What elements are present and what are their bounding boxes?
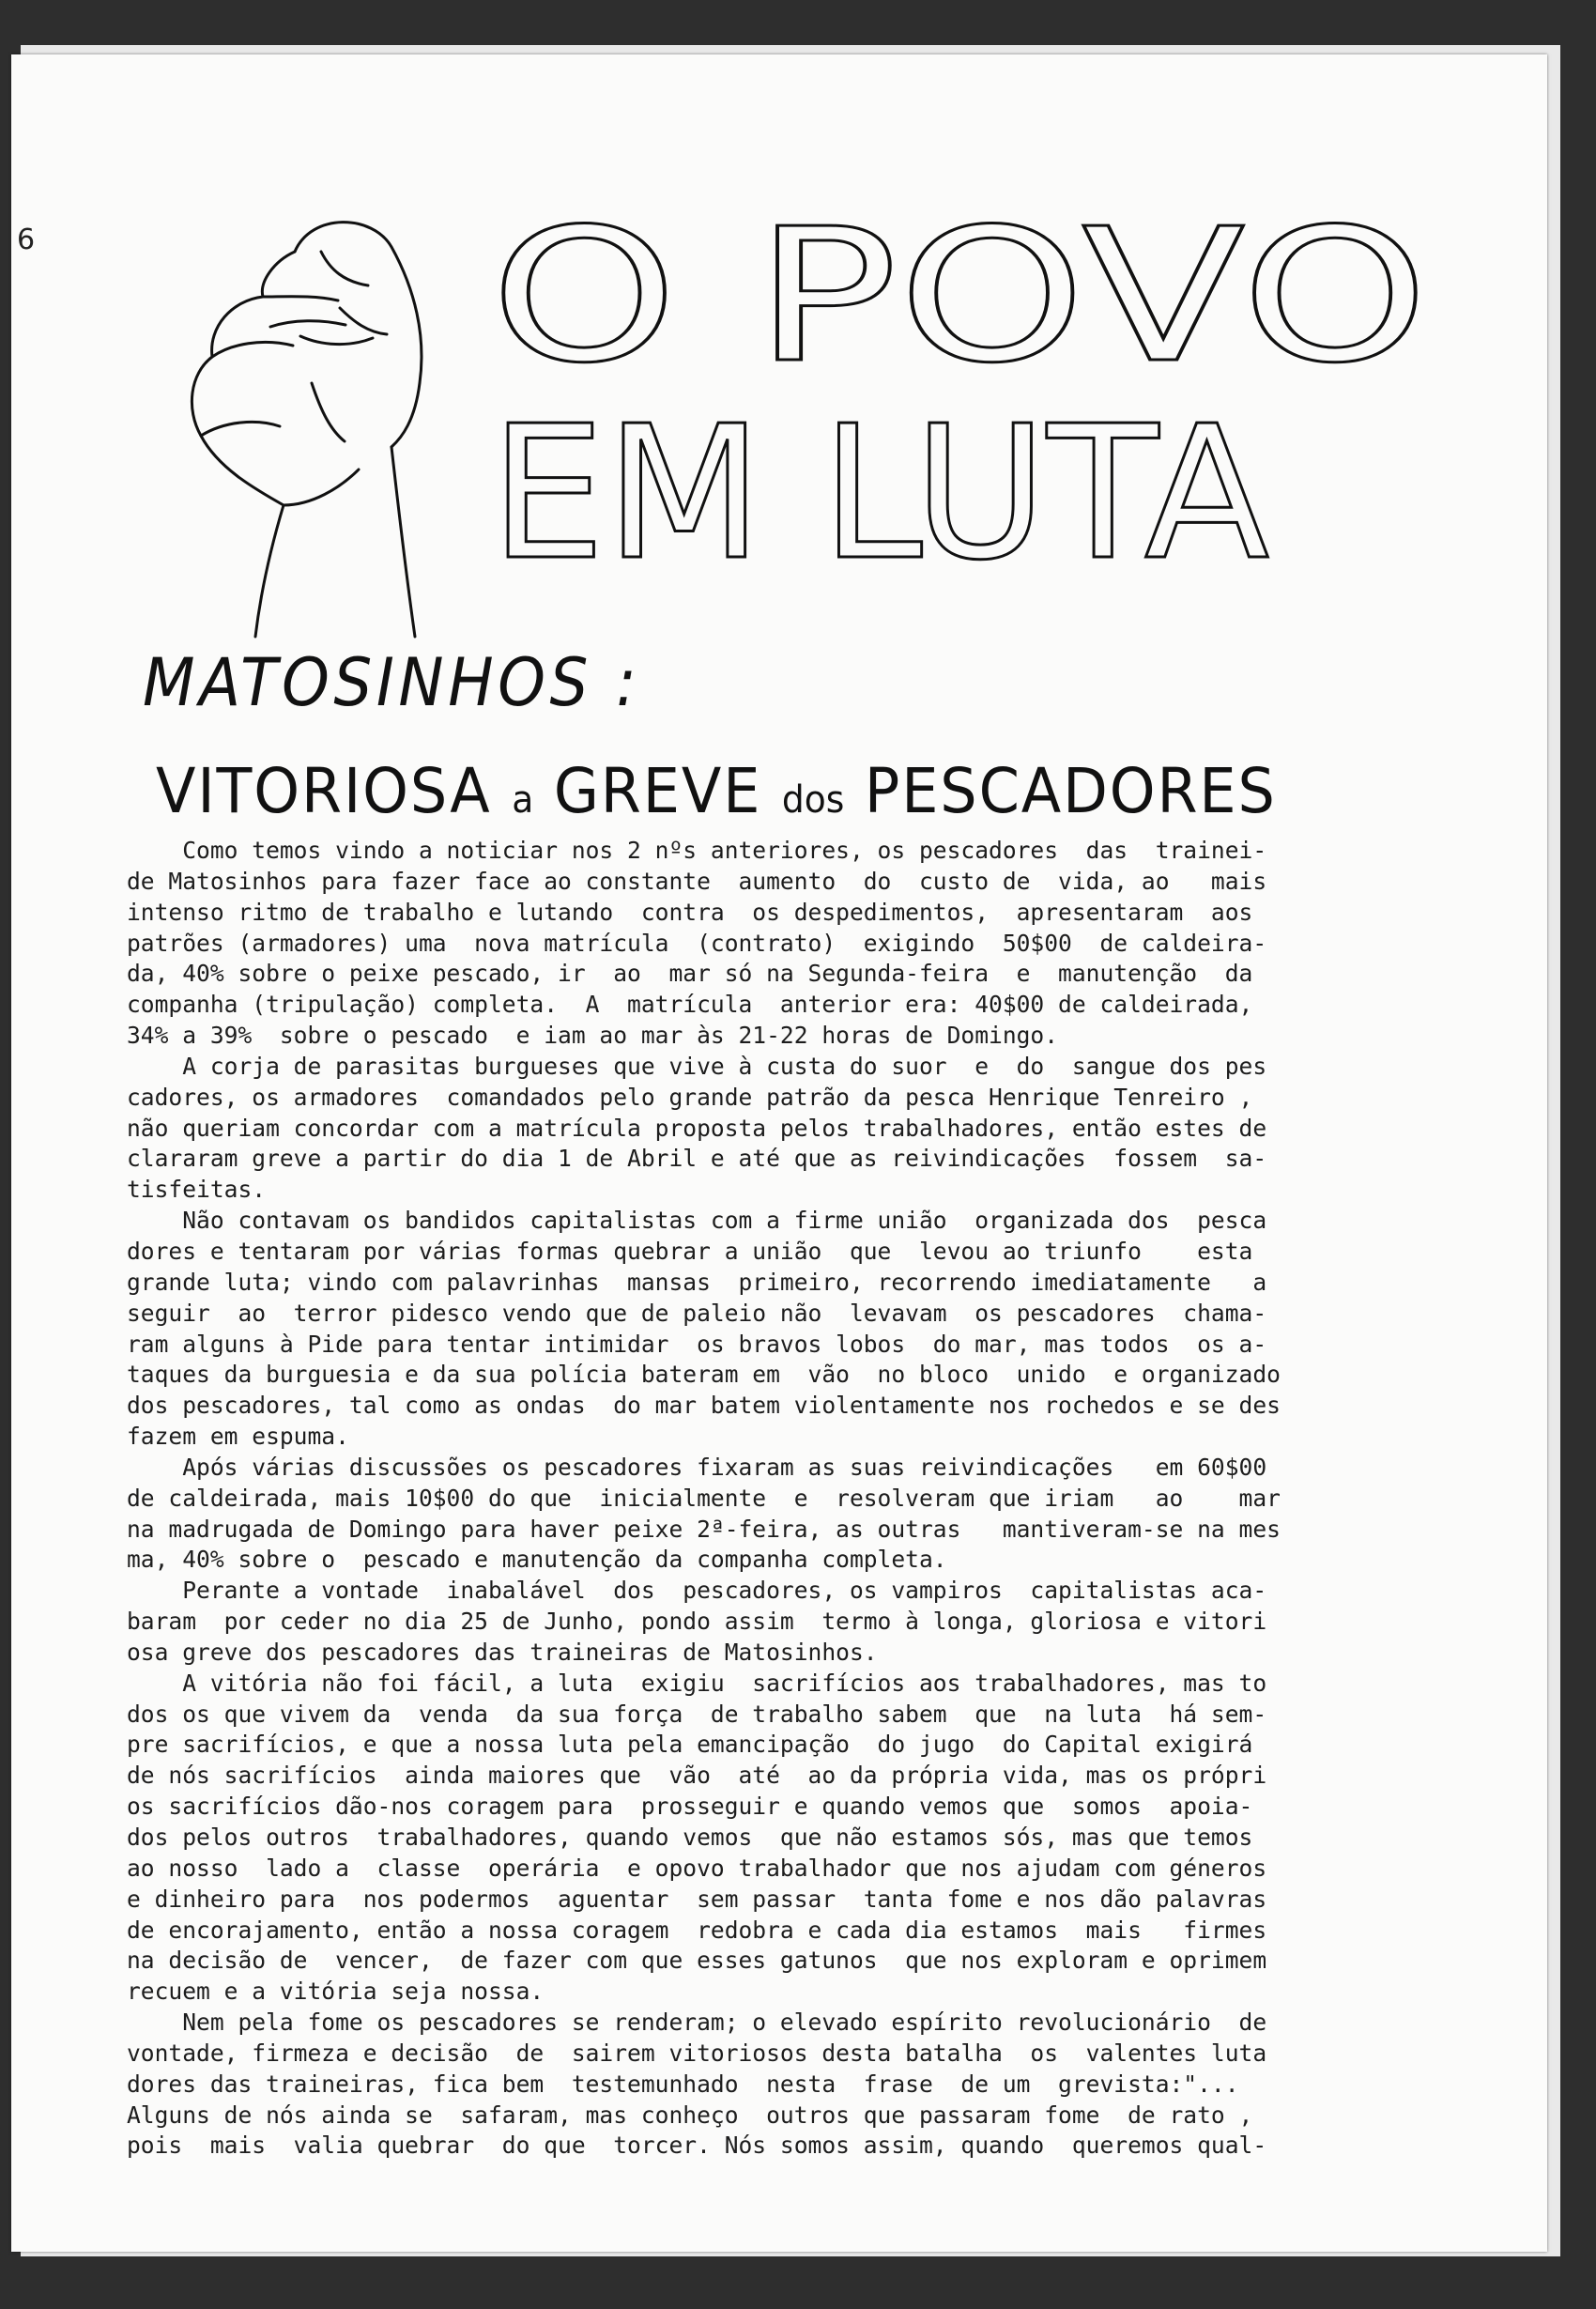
article-line: da, 40% sobre o peixe pescado, ir ao mar só na Segunda-feira e manutenção da <box>127 960 1253 988</box>
article-line: vontade, firmeza e decisão de sairem vitoriosos desta batalha os valentes luta <box>127 2039 1267 2067</box>
article-line: dos os que vivem da venda da sua força de trabalho sabem que na luta há sem- <box>127 1700 1267 1728</box>
article-line: de nós sacrifícios ainda maiores que vão até ao da própria vida, mas os própri <box>127 1762 1267 1790</box>
article-line: dos pelos outros trabalhadores, quando vemos que não estamos sós, mas que temos <box>127 1824 1253 1851</box>
article-line: A corja de parasitas burgueses que vive à custa do suor e do sangue dos pes <box>127 1052 1267 1080</box>
raised-fist-icon <box>180 195 462 646</box>
article-line: dos pescadores, tal como as ondas do mar batem violentamente nos rochedos e se des <box>127 1392 1281 1420</box>
article-line: na madrugada de Domingo para haver peixe 2ª-feira, as outras mantiveram-se na mes <box>127 1515 1281 1543</box>
headline <box>156 755 1277 827</box>
article-line: Nem pela fome os pescadores se renderam; o elevado espírito revolucionário de <box>127 2009 1267 2037</box>
article-line: e dinheiro para nos podermos aguentar sem passar tanta fome e nos dão palavras <box>127 1885 1267 1913</box>
article-line: os sacrifícios dão-nos coragem para prosseguir e quando vemos que somos apoia- <box>127 1793 1253 1821</box>
article-line: recuem e a vitória seja nossa. <box>127 1978 545 2006</box>
article-line: grande luta; vindo com palavrinhas mansas primeiro, recorrendo imediatamente a <box>127 1268 1267 1296</box>
article-line: taques da burguesia e da sua polícia bateram em vão no bloco unido e organizado <box>127 1361 1281 1389</box>
article-line: de Matosinhos para fazer face ao constante aumento do custo de vida, ao mais <box>127 867 1267 895</box>
article-line: na decisão de vencer, de fazer com que esses gatunos que nos exploram e oprimem <box>127 1947 1267 1975</box>
headline-part1: VITORIOSA <box>156 755 513 827</box>
article-line: Alguns de nós ainda se safaram, mas conheço outros que passaram fome de rato , <box>127 2101 1253 2129</box>
article-line: intenso ritmo de trabalho e lutando contra os despedimentos, apresentaram aos <box>127 898 1253 926</box>
article-line: osa greve dos pescadores das traineiras de Matosinhos. <box>127 1638 878 1666</box>
article-line: pre sacrifícios, e que a nossa luta pela emancipação do jugo do Capital exigirá <box>127 1731 1253 1759</box>
headline-part2: a <box>512 778 534 822</box>
masthead-line2: EM LUTA <box>490 387 1269 576</box>
headline-part3: GREVE <box>533 755 782 827</box>
article-line: clararam greve a partir do dia 1 de Abril e até que as reivindicações fossem sa- <box>127 1145 1267 1173</box>
article-line: pois mais valia quebrar do que torcer. Nós somos assim, quando queremos qual- <box>127 2132 1267 2160</box>
masthead-line1: O POVO <box>490 209 1429 404</box>
article-line: dores das traineiras, fica bem testemunhado nesta frase de um grevista:"... <box>127 2070 1239 2098</box>
masthead <box>490 209 1485 576</box>
article-line: de caldeirada, mais 10$00 do que inicialmente e resolveram que iriam ao mar <box>127 1484 1281 1512</box>
article-line: ao nosso lado a classe operária e opovo trabalhador que nos ajudam com géneros <box>127 1854 1267 1882</box>
headline-part5: PESCADORES <box>844 755 1277 827</box>
article-body <box>127 836 1490 2162</box>
article-line: patrões (armadores) uma nova matrícula (contrato) exigindo 50$00 de caldeira- <box>127 929 1267 957</box>
article-line: Perante a vontade inabalável dos pescadores, os vampiros capitalistas aca- <box>127 1577 1267 1605</box>
newspaper-page <box>11 54 1547 2252</box>
article-line: baram por ceder no dia 25 de Junho, pondo assim termo à longa, gloriosa e vitori <box>127 1608 1267 1636</box>
article-line: ma, 40% sobre o pescado e manutenção da companha completa. <box>127 1546 947 1574</box>
article-line: 34% a 39% sobre o pescado e iam ao mar às 21-22 horas de Domingo. <box>127 1022 1059 1050</box>
article-line: ram alguns à Pide para tentar intimidar os bravos lobos do mar, mas todos os a- <box>127 1330 1267 1358</box>
article-line: Como temos vindo a noticiar nos 2 nºs anteriores, os pescadores das trainei- <box>127 837 1267 864</box>
article-line: Após várias discussões os pescadores fixaram as suas reivindicações em 60$00 <box>127 1453 1267 1481</box>
section-kicker: MATOSINHOS : <box>143 644 641 721</box>
article-line: fazem em espuma. <box>127 1423 349 1451</box>
page-number: 6 <box>17 223 36 256</box>
article-line: A vitória não foi fácil, a luta exigiu sacrifícios aos trabalhadores, mas to <box>127 1669 1267 1697</box>
article-line: dores e tentaram por várias formas quebrar a união que levou ao triunfo esta <box>127 1237 1253 1265</box>
article-line: seguir ao terror pidesco vendo que de paleio não levavam os pescadores chama- <box>127 1299 1267 1327</box>
article-line: não queriam concordar com a matrícula proposta pelos trabalhadores, então estes de <box>127 1114 1267 1142</box>
headline-part4: dos <box>781 778 845 822</box>
article-line: cadores, os armadores comandados pelo grande patrão da pesca Henrique Tenreiro , <box>127 1083 1253 1111</box>
article-line: de encorajamento, então a nossa coragem redobra e cada dia estamos mais firmes <box>127 1916 1267 1944</box>
article-line: companha (tripulação) completa. A matrícula anterior era: 40$00 de caldeirada, <box>127 991 1253 1019</box>
article-line: Não contavam os bandidos capitalistas com a firme união organizada dos pesca <box>127 1207 1267 1235</box>
article-line: tisfeitas. <box>127 1176 267 1204</box>
